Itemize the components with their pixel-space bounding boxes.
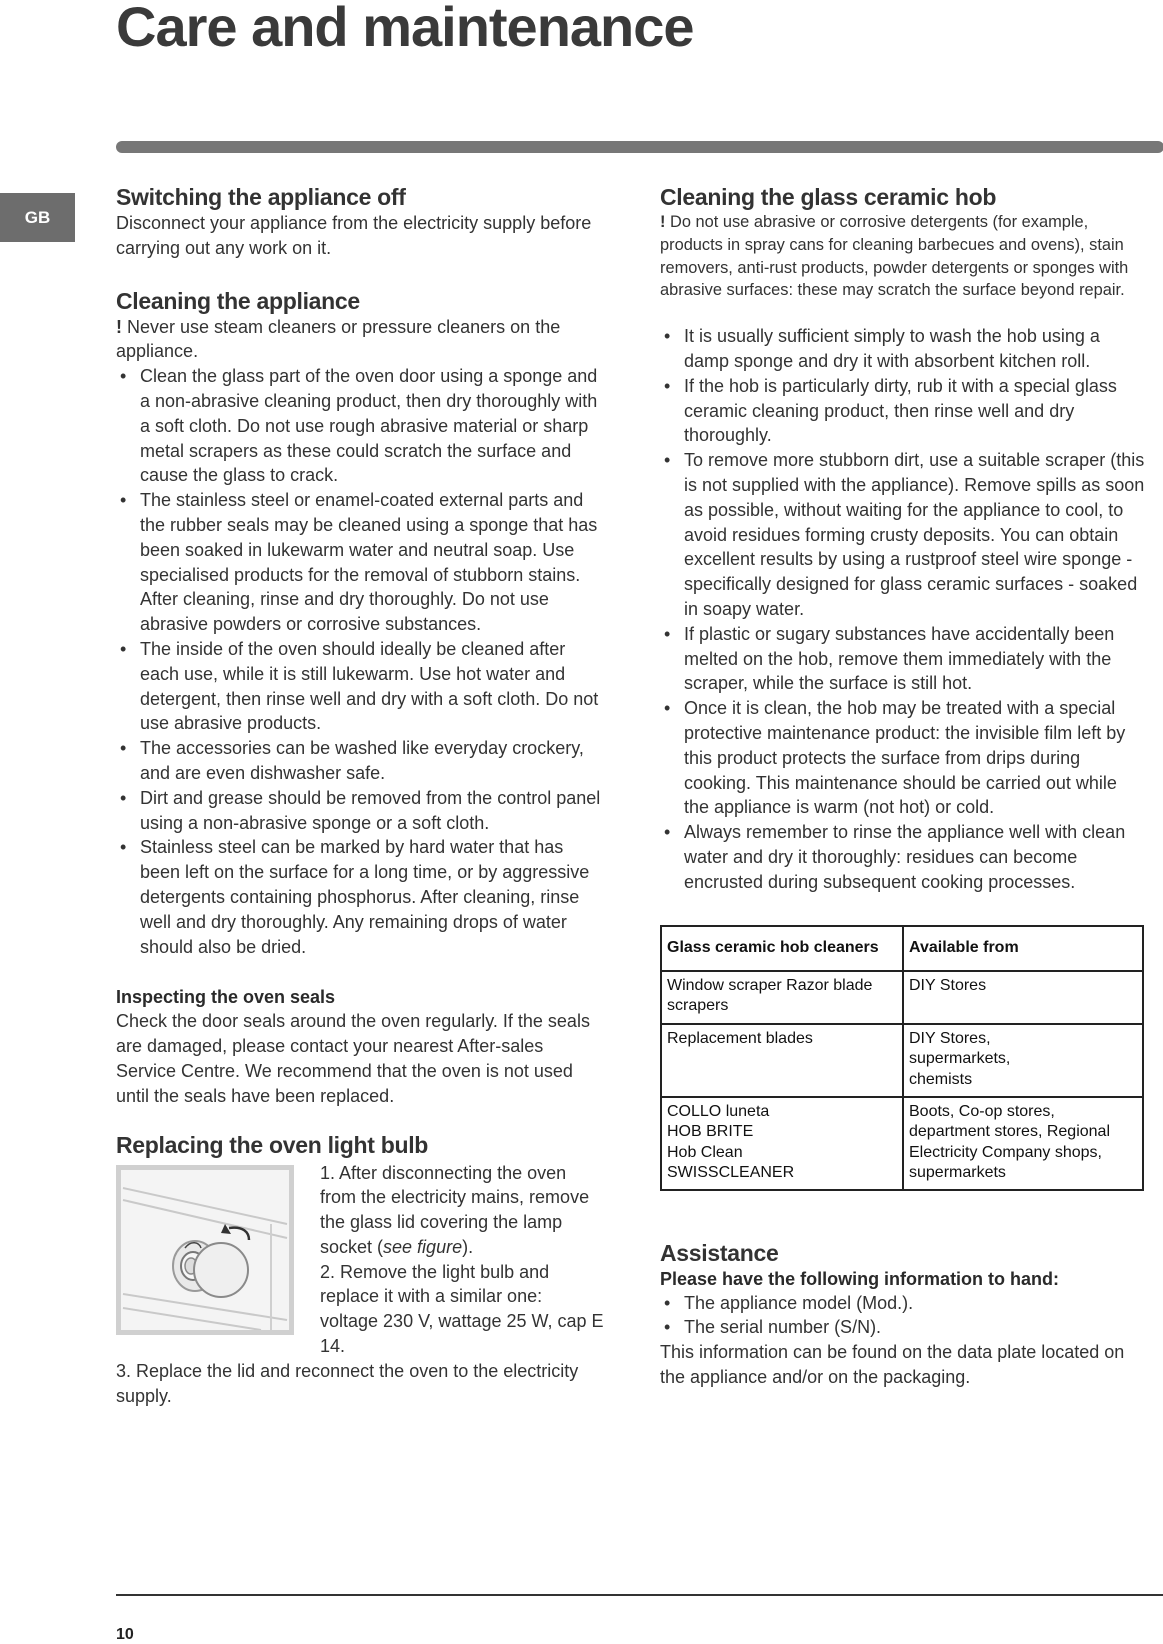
section-title: Cleaning the appliance	[116, 287, 360, 314]
warning-mark: !	[116, 316, 122, 337]
section-cleaning-hob	[660, 183, 1146, 895]
table-header: Available from	[903, 926, 1143, 971]
list-item: • Once it is clean, the hob may be treated with a special protective maintenance product: the invisible film left by this product protects the surface from drips during cooking. This maintenance should be carried out while the appliance is warm (not hot) or cold.	[660, 696, 1146, 820]
bulb-step-3: 3. Replace the lid and reconnect the oven to the electricity supply.	[116, 1360, 579, 1406]
warning-text: Never use steam cleaners or pressure cleaners on the appliance.	[116, 316, 561, 362]
list-item: • Stainless steel can be marked by hard water that has been left on the surface for a long time, or by aggressive detergents containing phosphorus. After cleaning, rinse well and dry thoroughly. Any remaining drops of water should also be dried.	[116, 835, 604, 959]
table-cell: DIY Stores, supermarkets, chemists	[903, 1024, 1143, 1097]
list-item: • Dirt and grease should be removed from the control panel using a non-abrasive sponge or a soft cloth.	[116, 786, 604, 836]
bulb-step-1: 1. After disconnecting the oven from the electricity mains, remove the glass lid covering the lamp socket (see figure).	[320, 1162, 590, 1257]
bulb-step-2: 2. Remove the light bulb and replace it with a similar one: voltage 230 V, wattage 25 W, cap E 14.	[320, 1261, 604, 1357]
list-item: • To remove more stubborn dirt, use a suitable scraper (this is not supplied with the appliance). Remove spills as soon as possible, without waiting for the appliance to cool, to avoid residues forming crusty deposits. You can obtain excellent results by using a rustproof steel wire sponge - specifically designed for glass ceramic surfaces - soaked in soapy water.	[660, 448, 1146, 622]
footer-rule	[116, 1594, 1163, 1596]
bullet-list	[660, 324, 1146, 894]
table-row	[661, 971, 1143, 1024]
subsection-title: Inspecting the oven seals	[116, 987, 336, 1008]
table-cell: DIY Stores	[903, 971, 1143, 1024]
warning-text: Do not use abrasive or corrosive detergents (for example, products in spray cans for cleaning barbecues and ovens), stain removers, anti-rust products, powder detergents or sponges with abrasive surfaces: these may scratch the surface beyond repair.	[660, 213, 1129, 300]
list-item: • The stainless steel or enamel-coated external parts and the rubber seals may be cleaned using a sponge that has been soaked in lukewarm water and neutral soap. Use specialised products for the removal of stubborn stains. After cleaning, rinse and dry thoroughly. Do not use abrasive powders or corrosive substances.	[116, 488, 604, 637]
list-item: • Always remember to rinse the appliance well with clean water and dry it thoroughly: residues can become encrusted during subsequent cooking processes.	[660, 820, 1146, 894]
bullet-list	[116, 364, 604, 959]
table-cell: COLLO luneta HOB BRITE Hob Clean SWISSCLEANER	[661, 1097, 903, 1190]
list-item: • It is usually sufficient simply to wash the hob using a damp sponge and dry it with absorbent kitchen roll.	[660, 324, 1146, 374]
list-item: • The accessories can be washed like everyday crockery, and are even dishwasher safe.	[116, 736, 604, 786]
lamp-socket-illustration	[121, 1170, 289, 1330]
section-switching-off	[116, 183, 604, 261]
section-assistance	[660, 1239, 1146, 1390]
list-item: • If plastic or sugary substances have accidentally been melted on the hob, remove them immediately with the scraper, while the surface is still hot.	[660, 622, 1146, 696]
table-header: Glass ceramic hob cleaners	[661, 926, 903, 971]
language-tab: GB	[0, 193, 75, 242]
table-row	[661, 1097, 1143, 1190]
left-column	[116, 183, 604, 1408]
section-inspecting-seals	[116, 985, 604, 1108]
assistance-lead: Please have the following information to hand:	[660, 1268, 1060, 1289]
table-cell: Boots, Co-op stores, department stores, Regional Electricity Company shops, supermarkets	[903, 1097, 1143, 1190]
page-title: Care and maintenance	[116, 0, 694, 58]
list-item: • The serial number (S/N).	[660, 1315, 1146, 1340]
list-item: • If the hob is particularly dirty, rub it with a special glass ceramic cleaning product, then rinse well and dry thoroughly.	[660, 374, 1146, 448]
section-title: Switching the appliance off	[116, 184, 406, 210]
paragraph: Disconnect your appliance from the electricity supply before carrying out any work on it.	[116, 213, 592, 258]
table-cell: Window scraper Razor blade scrapers	[661, 971, 903, 1024]
section-replacing-bulb	[116, 1131, 604, 1409]
table-header-row	[661, 926, 1143, 971]
section-cleaning-appliance	[116, 287, 604, 960]
table-cell: Replacement blades	[661, 1024, 903, 1097]
hob-cleaners-table	[660, 925, 1144, 1191]
lamp-socket-figure	[116, 1165, 294, 1335]
list-item: • Clean the glass part of the oven door using a sponge and a non-abrasive cleaning product, then dry thoroughly with a soft cloth. Do not use rough abrasive material or sharp metal scrapers as these could scratch the surface and cause the glass to crack.	[116, 364, 604, 488]
list-item: • The inside of the oven should ideally be cleaned after each use, while it is still lukewarm. Use hot water and detergent, then rinse well and dry with a soft cloth. Do not use abrasive products.	[116, 637, 604, 736]
warning-paragraph	[660, 211, 1146, 302]
section-title: Replacing the oven light bulb	[116, 1131, 429, 1158]
right-column	[660, 183, 1146, 1390]
bullet-list	[660, 1291, 1146, 1341]
section-title: Cleaning the glass ceramic hob	[660, 184, 997, 210]
warning-paragraph	[116, 315, 604, 365]
page-number: 10	[116, 1626, 134, 1643]
paragraph: Check the door seals around the oven regularly. If the seals are damaged, please contact your nearest After-sales Service Centre. We recommend that the oven is not used until the seals have been replaced.	[116, 1011, 590, 1106]
list-item: • The appliance model (Mod.).	[660, 1291, 1146, 1316]
section-title: Assistance	[660, 1239, 779, 1266]
header-rule	[116, 141, 1163, 153]
paragraph: This information can be found on the data plate located on the appliance and/or on the packaging.	[660, 1342, 1125, 1387]
warning-mark: !	[660, 213, 666, 231]
table-row	[661, 1024, 1143, 1097]
